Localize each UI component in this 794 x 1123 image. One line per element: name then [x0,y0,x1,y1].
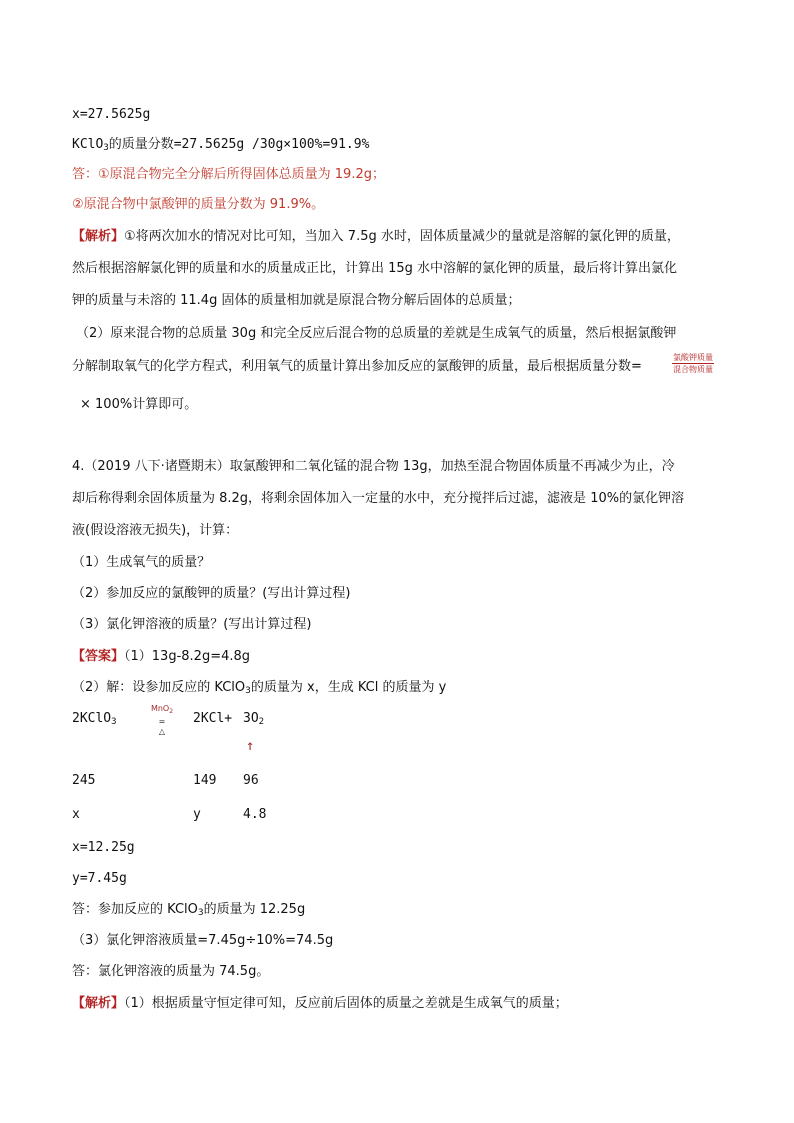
ratio-row-2-col-3: 4.8 [243,807,267,822]
analysis-line-5: 分解制取氧气的化学方程式，利用氧气的质量计算出参加反应的氯酸钾的质量，最后根据质量分数= [72,359,642,374]
answer-line-2: ②原混合物中氯酸钾的质量分数为 91.9%。 [72,197,325,212]
analysis-line-1: 【解析】①将两次加水的情况对比可知，当加入 7.5g 水时，固体质量减少的量就是溶解的氯化钾的质量， [72,229,680,244]
analysis-tag: 【解析】 [72,229,125,244]
ratio-row-2-col-2: y [193,807,201,822]
question-part-3: （3）氯化钾溶液的质量？(写出计算过程) [72,617,312,632]
ratio-row-1-col-1: 245 [72,773,96,788]
result-x: x=12.25g [72,840,135,855]
equation-catalyst-condition: MnO$_2$ = △ [150,704,174,736]
equation-product-kcl: 2KCl+ [193,711,233,726]
question-part-2: （2）参加反应的氯酸钾的质量？(写出计算过程) [72,586,351,601]
solution-line-mass-fraction: KClO$_3$的质量分数=27.5625g /30g×100%=91.9% [72,137,370,153]
question-line-1: 4.（2019 八下·诸暨期末）取氯酸钾和二氧化锰的混合物 13g，加热至混合物固体质量不再减少为止，冷 [72,459,675,474]
answer-part-3: （3）氯化钾溶液质量=7.45g÷10%=74.5g [72,933,334,948]
answer-part-2-setup: （2）解：设参加反应的 KClO$_3$的质量为 x，生成 KCl 的质量为 y [72,680,447,696]
ratio-row-1-col-3: 96 [243,773,259,788]
answer-line-1: 答：①原混合物完全分解后所得固体总质量为 19.2g； [72,167,385,182]
mass-fraction-formula: 氯酸钾质量 混合物质量 [673,353,713,374]
answer-part-2-conclusion: 答：参加反应的 KClO$_3$的质量为 12.25g [72,902,306,918]
ratio-row-1-col-2: 149 [193,773,217,788]
ratio-row-2-col-1: x [72,807,80,822]
question-line-3: 液(假设溶液无损失)，计算： [72,523,239,538]
question-part-1: （1）生成氧气的质量？ [72,555,211,570]
answer-tag: 【答案】 [72,649,125,664]
solution-line-x: x=27.5625g [72,107,151,122]
analysis-line-3: 钾的质量与未溶的 11.4g 固体的质量相加就是原混合物分解后固体的总质量； [72,293,521,308]
analysis-tag-2: 【解析】 [72,996,125,1011]
answer-part-3-conclusion: 答：氯化钾溶液的质量为 74.5g。 [72,964,270,979]
analysis-2-line-1: 【解析】（1）根据质量守恒定律可知，反应前后固体的质量之差就是生成氧气的质量； [72,996,568,1011]
equation-product-o2: $3O_2$ [243,711,265,727]
analysis-line-4: （2）原来混合物的总质量 30g 和完全反应后混合物的总质量的差就是生成氧气的质量，然后根据氯酸钾 [76,326,677,341]
equation-reactant: 2KClO$_3$ [72,711,117,727]
answer-part-1: 【答案】（1）13g-8.2g=4.8g [72,649,251,664]
question-line-2: 却后称得剩余固体质量为 8.2g，将剩余固体加入一定量的水中，充分搅拌后过滤，滤液是 10%的氯化钾溶 [72,491,685,506]
analysis-line-2: 然后根据溶解氯化钾的质量和水的质量成正比，计算出 15g 水中溶解的氯化钾的质量，最后将计算出氯化 [72,261,678,276]
gas-arrow-icon: ↑ [246,738,255,754]
result-y: y=7.45g [72,871,127,886]
analysis-line-6: × 100%计算即可。 [80,397,198,412]
